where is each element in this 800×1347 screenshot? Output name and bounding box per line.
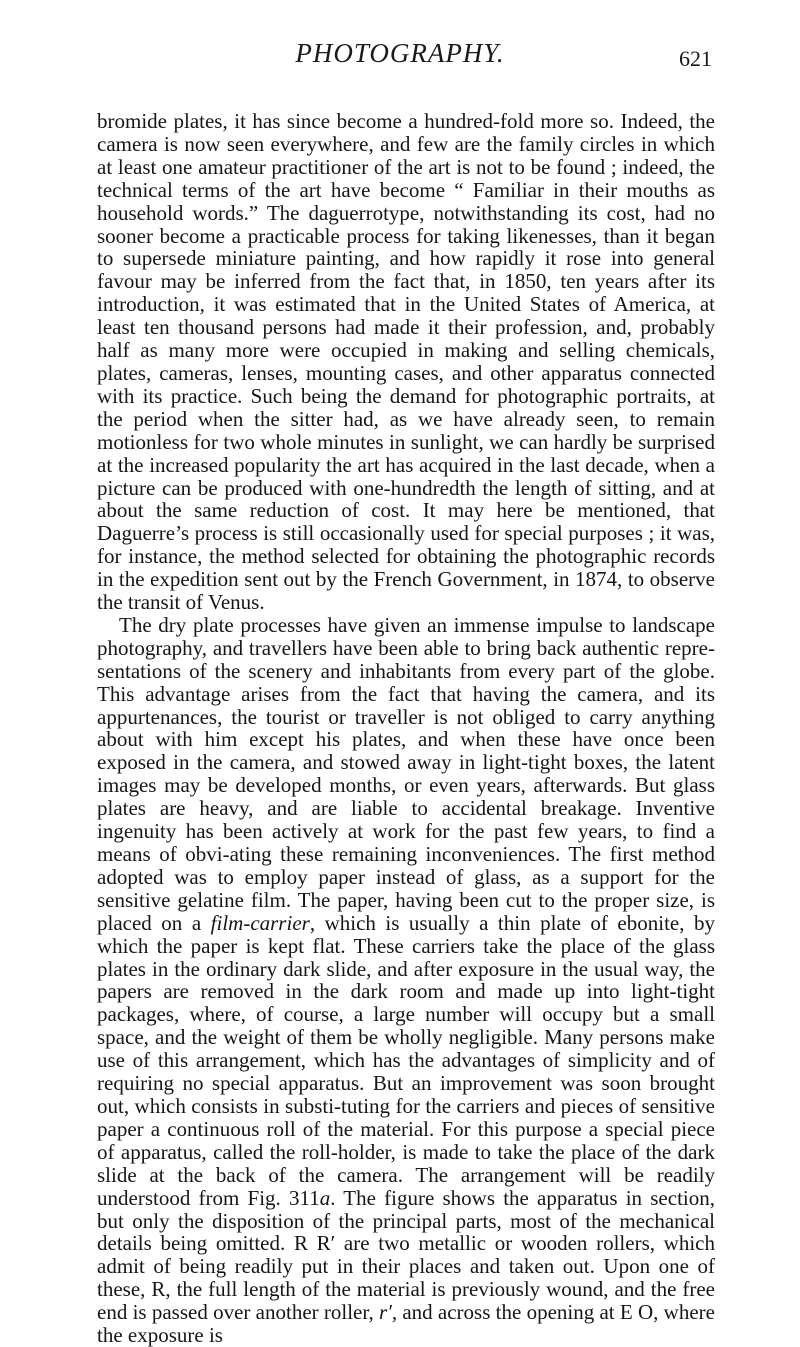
text-run: . The figure shows the apparatus in section, but only the disposition of the principal parts, most of the mechanical details being omitted.	[97, 1185, 715, 1256]
paragraph-dry-plate	[97, 614, 715, 1347]
figure-suffix: a	[319, 1185, 331, 1210]
text-run: , which is usually a thin plate of ebonite, by which the paper is kept flat. These carriers take the place of the glass plates in the ordinary dark slide, and after exposure in the usual way, the papers are removed in the dark room and made up into light-tight packages, where, of course, a large number will occupy but a small space, and the weight of them be wholly negligible. Many persons make use of this arrangement, which has the advantages of simplicity and of requiring no special apparatus. But an improvement was soon brought out, which consists in substi-tuting for the carriers and pieces of sensitive paper a continuous roll of the material. For this purpose a special piece of apparatus, called the roll-holder, is made to take the place of the dark slide at the back of the camera. The arrangement will be readily understood from Fig. 311	[97, 910, 716, 1210]
text-run: , where the exposure is	[97, 1300, 715, 1347]
label-roller-r-prime: r′	[379, 1300, 392, 1325]
running-head	[0, 36, 800, 80]
text-run: , the full length of the material is previously wound, and the free end is passed over another roller,	[97, 1277, 715, 1325]
text-run: are two metallic or wooden rollers, which admit of being readily put in their places and taken out. Upon one of these,	[97, 1231, 715, 1302]
body-text	[97, 110, 715, 1347]
paragraph-daguerrotype: bromide plates, it has since become a hundred-fold more so. Indeed, the camera is now seen everywhere, and few are the family circles in which at least one amateur practitioner of the art is not to be found ; indeed, the technical terms of the art have become “ Familiar in their mouths as household words.” The daguerrotype, notwithstanding its cost, had no sooner become a practicable process for taking likenesses, than it began to supersede miniature painting, and how rapidly it rose into general favour may be inferred from the fact that, in 1850, ten years after its introduction, it was estimated that in the United States of America, at least ten thousand persons had made it their profession, and, probably half as many more were occupied in making and selling chemicals, plates, cameras, lenses, mounting cases, and other apparatus connected with its practice. Such being the demand for photographic portraits, at the period when the sitter had, as we have already seen, to remain motionless for two whole minutes in sunlight, we can hardly be surprised at the increased popularity the art has acquired in the last decade, when a picture can be produced with one-hundredth the length of sitting, and at about the same reduction of cost. It may here be mentioned, that Daguerre’s process is still occasionally used for special purposes ; it was, for instance, the method selected for obtaining the photographic records in the expedition sent out by the French Government, in 1874, to observe the transit of Venus.	[97, 109, 715, 615]
text-run: , and across the opening at	[391, 1300, 620, 1325]
label-rollers: R R′	[293, 1231, 336, 1256]
page-number: 621	[679, 46, 712, 71]
text-run: The dry plate processes have given an immense impulse to landscape photography, and travellers have been able to bring back authentic repre-sentations of the scenery and inhabitants from every part of the globe. This advantage arises from the fact that having the camera, and its appurtenances, the tourist or traveller is not obliged to carry anything about with him except his plates, and when these have once been exposed in the camera, and stowed away in light-tight boxes, the latent images may be developed months, or even years, afterwards. But glass plates are heavy, and are liable to accidental breakage. Inventive ingenuity has been actively at work for the past few years, to find a means of obvi-ating these remaining inconveniences. The first method adopted was to employ paper instead of glass, as a support for the sensitive gelatine film. The paper, having been cut to the proper size, is placed on a	[97, 612, 715, 935]
running-title: PHOTOGRAPHY.	[295, 38, 505, 68]
label-roller-r: R	[151, 1277, 166, 1302]
italic-term-film-carrier: film-carrier	[210, 910, 310, 935]
label-opening-eo: E O	[619, 1300, 654, 1325]
